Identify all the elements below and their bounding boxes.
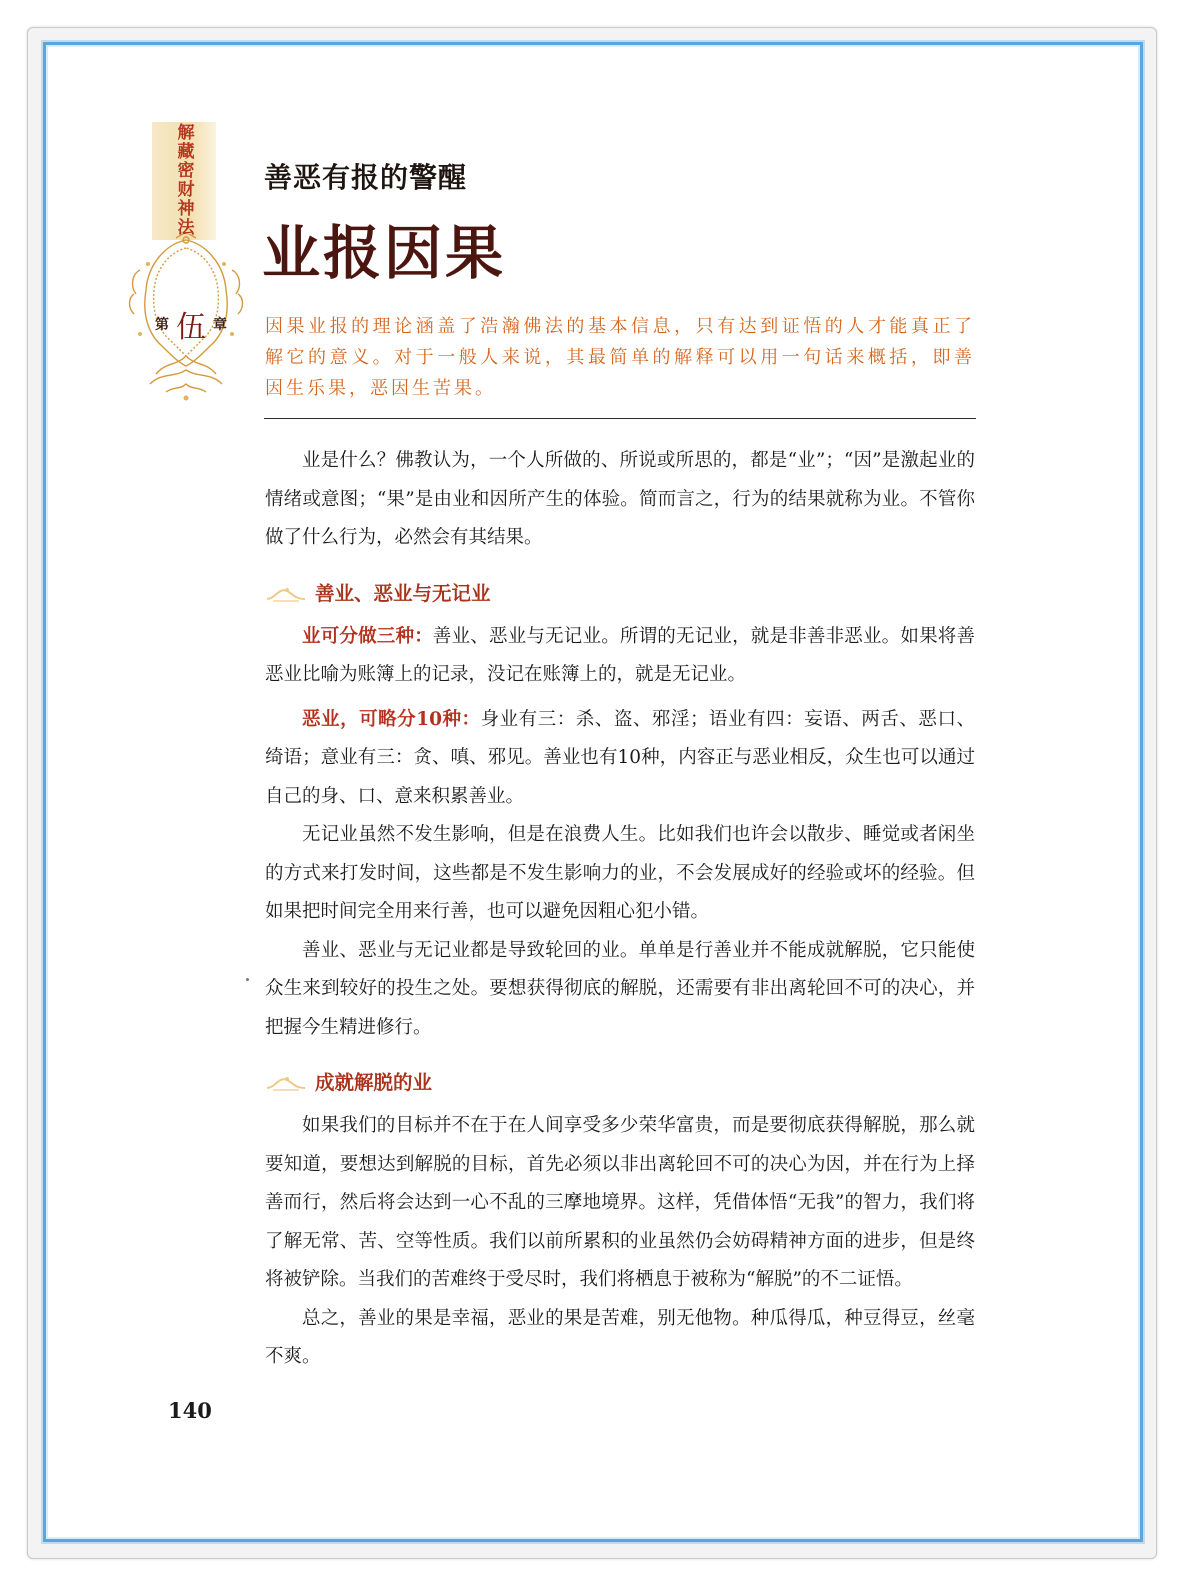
section-ornament-icon <box>265 581 307 603</box>
divider <box>264 418 976 419</box>
side-book-title: 解藏密财神法 <box>177 123 195 238</box>
paragraph-1: 业是什么？佛教认为，一个人所做的、所说或所思的，都是“业”；“因”是激起业的情绪或意图；“果”是由业和因所产生的体验。简而言之，行为的结果就称为业。不管你做了什么行为，必然会有其结果。 <box>265 450 975 548</box>
section-title-1: 善业、恶业与无记业 <box>315 581 491 605</box>
paragraph-3-lead: 恶业，可略分10种： <box>302 708 481 730</box>
section-heading-1 <box>265 572 975 612</box>
body-text <box>265 442 975 1377</box>
paragraph-2-lead: 业可分做三种： <box>302 625 433 647</box>
chapter-number: 伍 <box>176 310 206 345</box>
page-title: 业报因果 <box>262 219 507 287</box>
chapter-suffix: 章 <box>213 317 227 333</box>
section-title-2: 成就解脱的业 <box>315 1071 433 1094</box>
paragraph-3 <box>265 701 975 817</box>
print-speck <box>246 978 249 981</box>
intro-paragraph: 因果业报的理论涵盖了浩瀚佛法的基本信息，只有达到证悟的人才能真正了解它的意义。对于一般人来说，其最简单的解释可以用一句话来概括，即善因生乐果，恶因生苦果。 <box>265 316 975 399</box>
paragraph-2-text: 善业、恶业与无记业。所谓的无记业，就是非善非恶业。如果将善恶业比喻为账簿上的记录，没记在账簿上的，就是无记业。 <box>265 625 975 685</box>
section-subtitle: 善恶有报的警醒 <box>264 161 468 194</box>
paragraph-6: 如果我们的目标并不在于在人间享受多少荣华富贵，而是要彻底获得解脱，那么就要知道，要想达到解脱的目标，首先必须以非出离轮回不可的决心为因，并在行为上择善而行，然后将会达到一心不乱的三摩地境界。这样，凭借体悟“无我”的智力，我们将了解无常、苦、空等性质。我们以前所累积的业虽然仍会妨碍精神方面的进步，但是终将被铲除。当我们的苦难终于受尽时，我们将栖息于被称为“解脱”的不二证悟。 <box>265 1115 975 1290</box>
paragraph-4: 无记业虽然不发生影响，但是在浪费人生。比如我们也许会以散步、睡觉或者闲坐的方式来打发时间，这些都是不发生影响力的业，不会发展成好的经验或坏的经验。但如果把时间完全用来行善，也可以避免因粗心犯小错。 <box>265 824 975 922</box>
paragraph-3-text: 身业有三：杀、盗、邪淫；语业有四：妄语、两舌、恶口、绮语；意业有三：贪、嗔、邪见。善业也有10种，内容正与恶业相反，众生也可以通过自己的身、口、意来积累善业。 <box>265 708 975 807</box>
section-ornament-icon <box>265 1070 307 1092</box>
chapter-prefix: 第 <box>155 317 169 333</box>
paragraph-5: 善业、恶业与无记业都是导致轮回的业。单单是行善业并不能成就解脱，它只能使众生来到较好的投生之处。要想获得彻底的解脱，还需要有非出离轮回不可的决心，并把握今生精进修行。 <box>265 939 975 1038</box>
page-number: 140 <box>168 1398 212 1423</box>
paragraph-7: 总之，善业的果是幸福，恶业的果是苦难，别无他物。种瓜得瓜，种豆得豆，丝毫不爽。 <box>265 1307 975 1367</box>
paragraph-2 <box>265 618 975 695</box>
section-heading-2 <box>265 1061 975 1101</box>
chapter-label <box>155 302 227 346</box>
